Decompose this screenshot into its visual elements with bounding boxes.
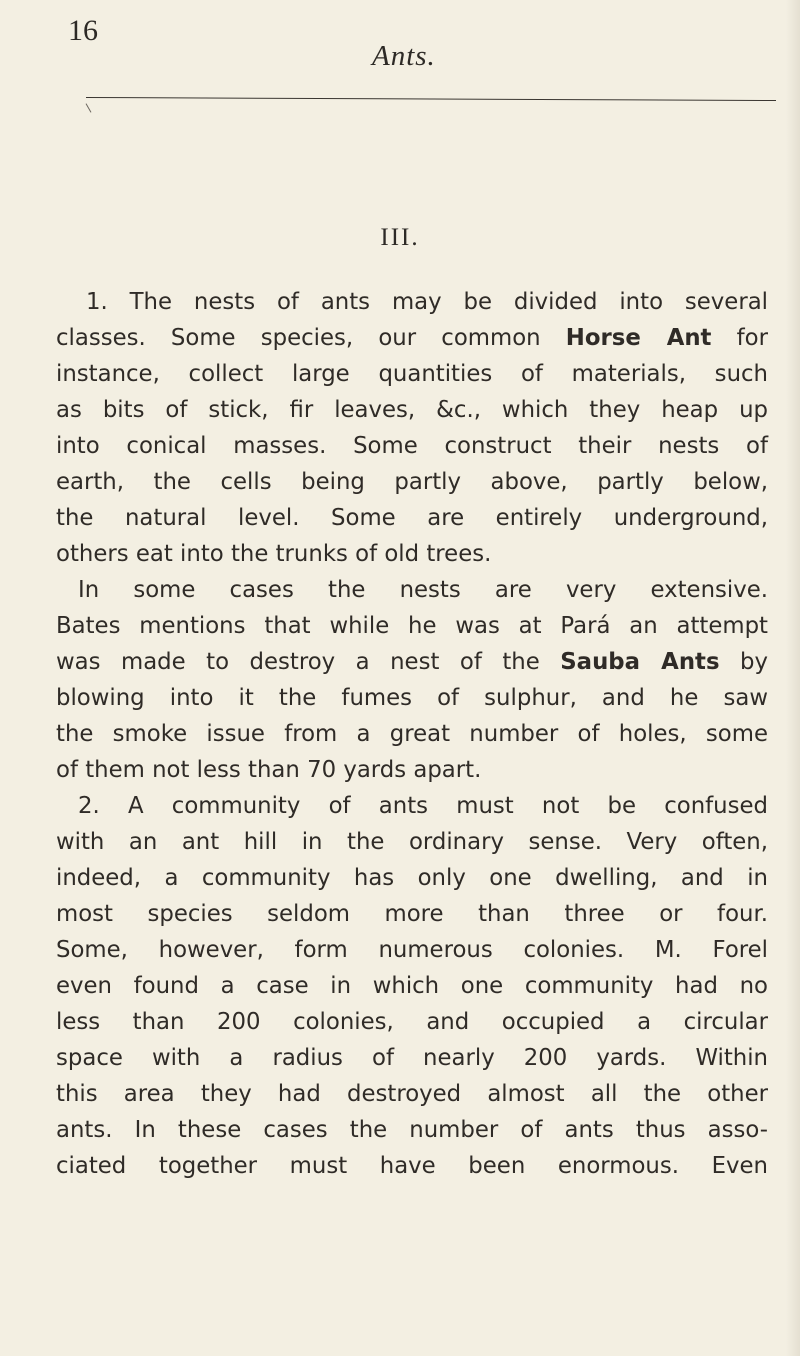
- text-line: earth, the cells being partly above, partly below,: [56, 469, 768, 495]
- text-line: the smoke issue from a great number of holes, some: [56, 721, 768, 747]
- header-rule: [86, 97, 776, 101]
- text-line: Some, however, form numerous colonies. M. Forel: [56, 937, 768, 963]
- text-line: space with a radius of nearly 200 yards. Within: [56, 1045, 768, 1071]
- text-line: into conical masses. Some construct their nests of: [56, 433, 768, 459]
- text-line: others eat into the trunks of old trees.: [56, 541, 492, 567]
- text-line: less than 200 colonies, and occupied a circular: [56, 1009, 768, 1035]
- ant-name: Sauba Ants: [560, 649, 720, 675]
- text-line: In some cases the nests are very extensive.: [78, 577, 768, 603]
- text-line: indeed, a community has only one dwelling, and in: [56, 865, 768, 891]
- text-line: with an ant hill in the ordinary sense. Very often,: [56, 829, 768, 855]
- text-line: the natural level. Some are entirely underground,: [56, 505, 768, 531]
- text-line: 2. A community of ants must not be confused: [78, 793, 768, 819]
- text-line: most species seldom more than three or four.: [56, 901, 768, 927]
- text-line: as bits of stick, fir leaves, &c., which they heap up: [56, 397, 768, 423]
- text-line: classes. Some species, our common Horse Ant for: [56, 325, 769, 351]
- ant-name: Horse Ant: [565, 325, 712, 351]
- text-line: 1. The nests of ants may be divided into several: [86, 289, 768, 315]
- text-line: this area they had destroyed almost all the other: [56, 1081, 768, 1107]
- text-line: was made to destroy a nest of the Sauba Ants by: [56, 649, 768, 675]
- running-title: Ants.: [372, 40, 436, 72]
- text-line: ants. In these cases the number of ants thus asso-: [56, 1117, 768, 1143]
- text-line: blowing into it the fumes of sulphur, and he saw: [56, 685, 768, 711]
- rule-mark: [86, 103, 92, 112]
- text-line: ciated together must have been enormous. Even: [56, 1153, 768, 1179]
- section-title: III.: [380, 224, 420, 251]
- page-edge-shadow: [786, 0, 800, 1356]
- text-line: Bates mentions that while he was at Pará an attempt: [56, 613, 768, 639]
- text-line: of them not less than 70 yards apart.: [56, 757, 482, 783]
- text-line: instance, collect large quantities of materials, such: [56, 361, 768, 387]
- page-number: 16: [68, 14, 98, 47]
- text-line: even found a case in which one community had no: [56, 973, 768, 999]
